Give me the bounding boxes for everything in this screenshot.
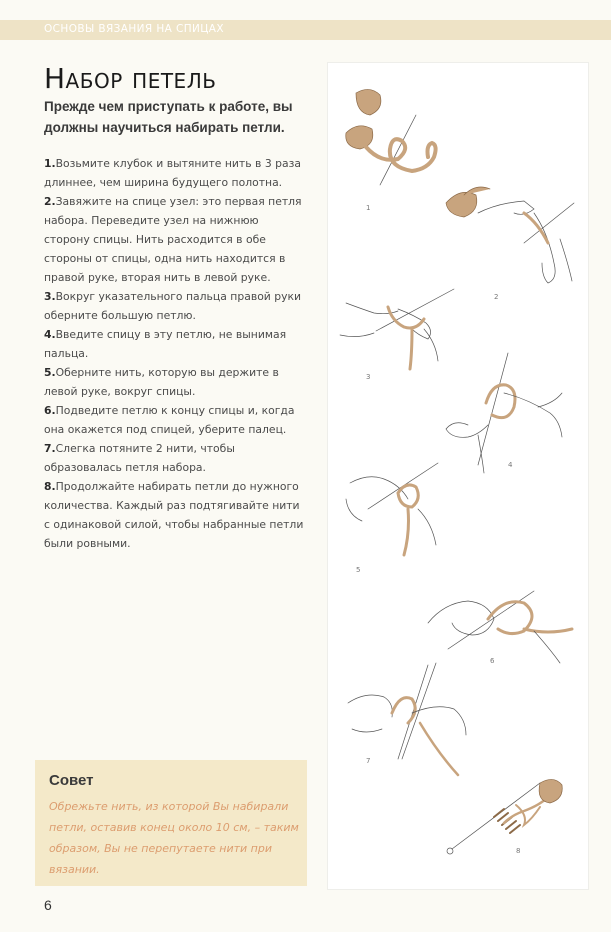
steps-list bbox=[44, 154, 306, 553]
illustration-1 bbox=[346, 89, 436, 185]
step-item bbox=[44, 287, 306, 325]
illustration-label-6: 6 bbox=[490, 657, 495, 665]
illustration-label-8: 8 bbox=[516, 847, 521, 855]
step-number: 4. bbox=[44, 328, 56, 341]
step-text: Завяжите на спице узел: это первая петля набора. Переведите узел на нижнюю сторону спицы. Нить расходится в обе стороны от спицы, одна нить находится в правой руке, вторая нить в левой руке. bbox=[44, 195, 302, 284]
step-text: Введите спицу в эту петлю, не вынимая пальца. bbox=[44, 328, 287, 360]
step-number: 2. bbox=[44, 195, 56, 208]
step-number: 7. bbox=[44, 442, 56, 455]
illustration-label-7: 7 bbox=[366, 757, 371, 765]
step-number: 3. bbox=[44, 290, 56, 303]
step-text: Вокруг указательного пальца правой руки оберните большую петлю. bbox=[44, 290, 302, 322]
illustration-5 bbox=[346, 463, 438, 555]
illustration-label-2: 2 bbox=[494, 293, 499, 301]
step-text: Продолжайте набирать петли до нужного количества. Каждый раз подтягивайте нити с одинаковой силой, чтобы набранные петли были ровными. bbox=[44, 480, 304, 550]
step-item bbox=[44, 154, 306, 192]
step-text: Оберните нить, которую вы держите в левой руке, вокруг спицы. bbox=[44, 366, 279, 398]
knitting-illustrations bbox=[328, 63, 588, 889]
illustration-label-1: 1 bbox=[366, 204, 371, 212]
page-subtitle: Прежде чем приступать к работе, вы должны научиться набирать петли. bbox=[44, 99, 293, 135]
tip-title: Совет bbox=[49, 772, 94, 789]
step-item bbox=[44, 477, 306, 553]
section-title: ОСНОВЫ ВЯЗАНИЯ НА СПИЦАХ bbox=[44, 23, 224, 35]
step-text: Подведите петлю к концу спицы и, когда она окажется под спицей, уберите палец. bbox=[44, 404, 295, 436]
illustration-6 bbox=[428, 591, 572, 663]
page-title: Набор петель bbox=[44, 62, 217, 95]
step-item bbox=[44, 325, 306, 363]
section-header-band bbox=[0, 20, 611, 40]
tip-text: Обрежьте нить, из которой Вы набирали петли, оставив конец около 10 см, – таким образом, Вы не перепутаете нити при вязании. bbox=[49, 800, 299, 876]
step-item bbox=[44, 363, 306, 401]
step-number: 8. bbox=[44, 480, 56, 493]
tip-box bbox=[35, 760, 307, 886]
illustration-2 bbox=[446, 187, 574, 283]
illustration-8 bbox=[447, 779, 562, 854]
illustration-label-4: 4 bbox=[508, 461, 513, 469]
step-text: Слегка потяните 2 нити, чтобы образовалась петля набора. bbox=[44, 442, 235, 474]
illustration-3 bbox=[340, 289, 454, 369]
page-number: 6 bbox=[44, 897, 52, 913]
illustration-4 bbox=[446, 353, 562, 473]
step-item bbox=[44, 439, 306, 477]
illustrations-panel bbox=[327, 62, 589, 890]
step-item bbox=[44, 192, 306, 287]
step-number: 1. bbox=[44, 157, 56, 170]
illustration-label-5: 5 bbox=[356, 566, 361, 574]
step-number: 5. bbox=[44, 366, 56, 379]
step-text: Возьмите клубок и вытяните нить в 3 раза длиннее, чем ширина будущего полотна. bbox=[44, 157, 301, 189]
step-item bbox=[44, 401, 306, 439]
step-number: 6. bbox=[44, 404, 56, 417]
illustration-label-3: 3 bbox=[366, 373, 371, 381]
